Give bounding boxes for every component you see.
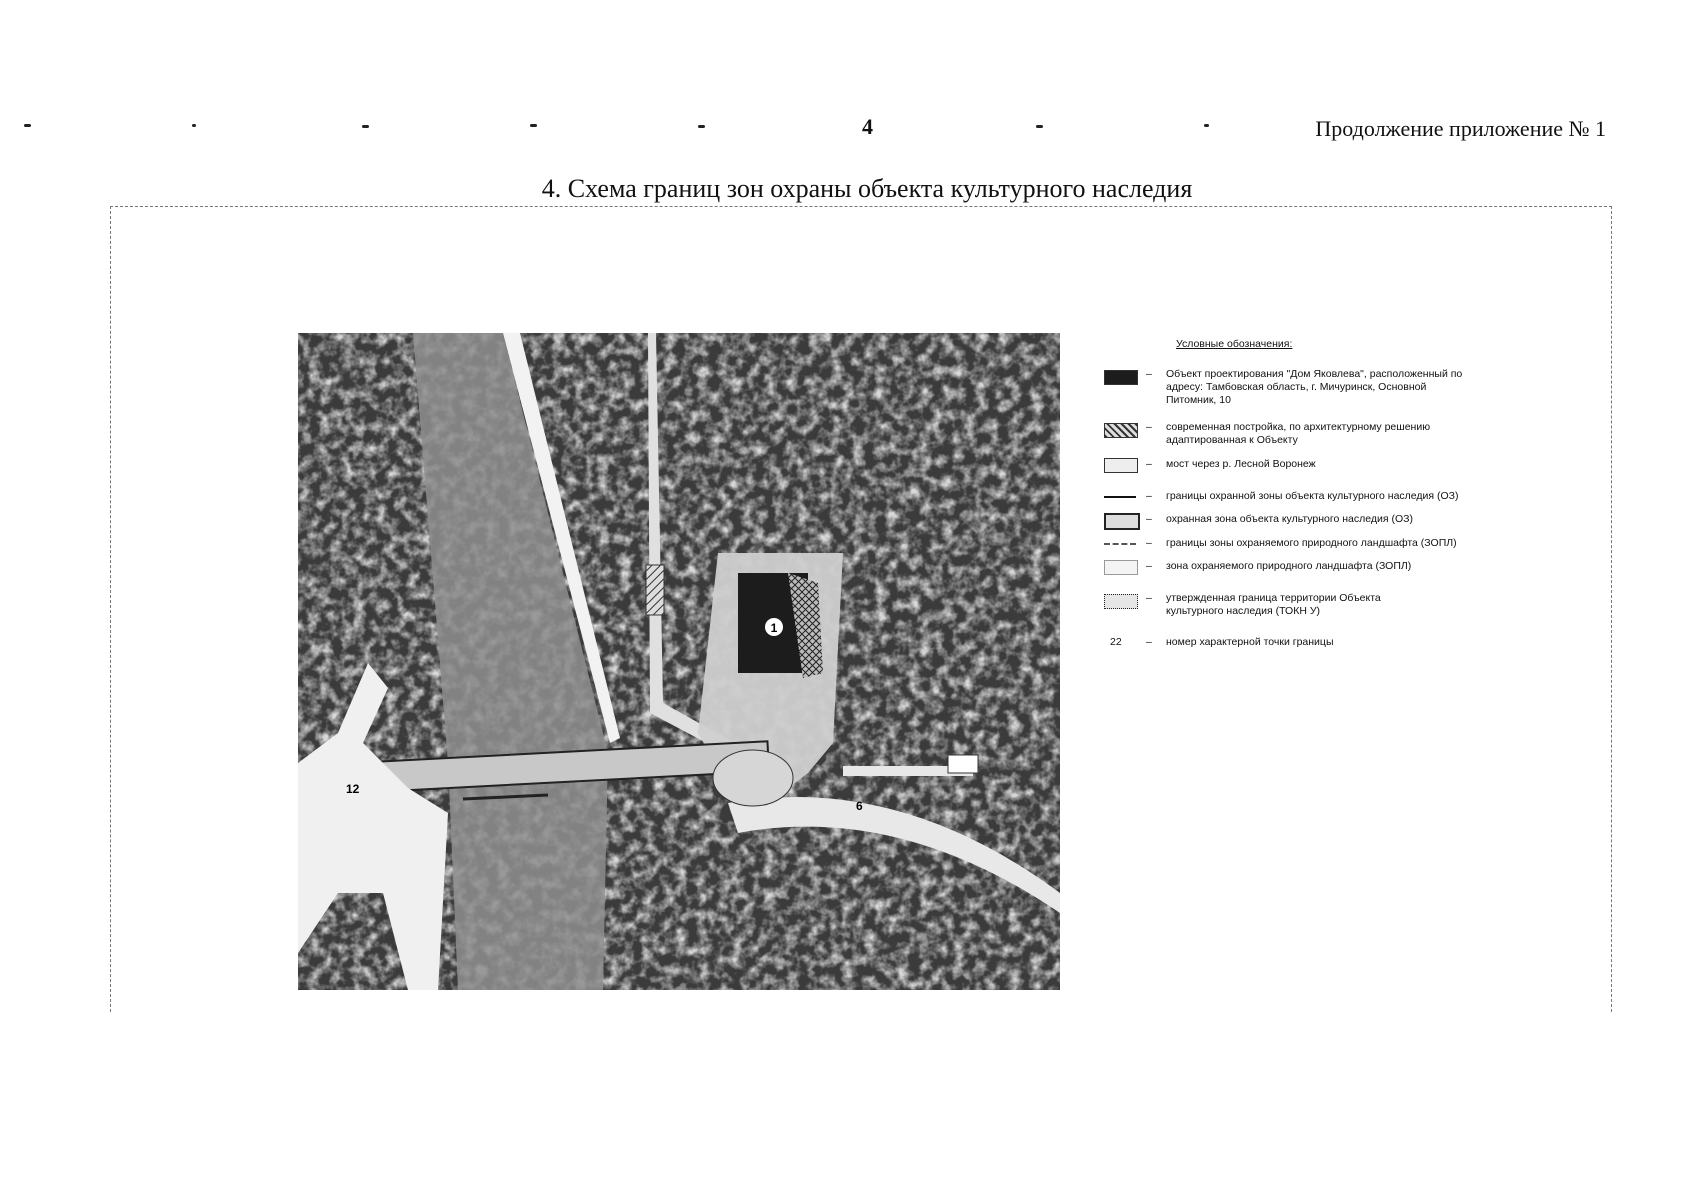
legend-item-oz-boundary: – границы охранной зоны объекта культурного наследия (ОЗ) [1096, 490, 1566, 506]
double-box-icon [1104, 513, 1140, 530]
hatched-icon [1104, 423, 1138, 438]
page-number: 4 [862, 114, 873, 139]
legend-title: Условные обозначения: [1176, 338, 1293, 350]
legend-item-tokn: – утвержденная граница территории Объекта культурного наследия (ТОКН У) [1096, 592, 1566, 622]
legend-item-heritage: – Объект проектирования "Дом Яковлева", расположенный по адресу: Тамбовская область, г. Мичуринск, Основной Питомник, 10 [1096, 368, 1566, 408]
marker-6-label: 6 [856, 799, 863, 813]
dash-line-icon [1104, 543, 1136, 545]
plaza-circle [713, 750, 793, 806]
spur-building [948, 755, 978, 773]
number-symbol: 22 [1110, 636, 1122, 648]
page-title: 4. Схема границ зон охраны объекта культурного наследия [541, 174, 1193, 203]
dotted-box-icon [1104, 594, 1138, 609]
pale-box-icon [1104, 560, 1138, 575]
aerial-map[interactable] [298, 333, 1060, 990]
solid-line-icon [1104, 496, 1136, 498]
modern-building [646, 565, 664, 615]
marker-12-label: 12 [346, 782, 360, 796]
legend-item-zopl-boundary: – границы зоны охраняемого природного ландшафта (ЗОПЛ) [1096, 537, 1566, 553]
continuation-note: Продолжение приложение № 1 [1315, 116, 1606, 141]
map-svg [298, 333, 1060, 990]
legend-item-bridge: – мост через р. Лесной Воронеж [1096, 458, 1566, 474]
marker-1-label: 1 [770, 621, 778, 635]
legend-item-point-number: 22 – номер характерной точки границы [1110, 636, 1334, 648]
light-box-icon [1104, 458, 1138, 473]
legend-item-modern: – современная постройка, по архитектурному решению адаптированная к Объекту [1096, 421, 1566, 451]
legend-item-zopl: – зона охраняемого природного ландшафта (ЗОПЛ) [1096, 560, 1566, 576]
dark-fill-icon [1104, 370, 1138, 385]
legend-item-oz: – охранная зона объекта культурного наследия (ОЗ) [1096, 513, 1566, 529]
